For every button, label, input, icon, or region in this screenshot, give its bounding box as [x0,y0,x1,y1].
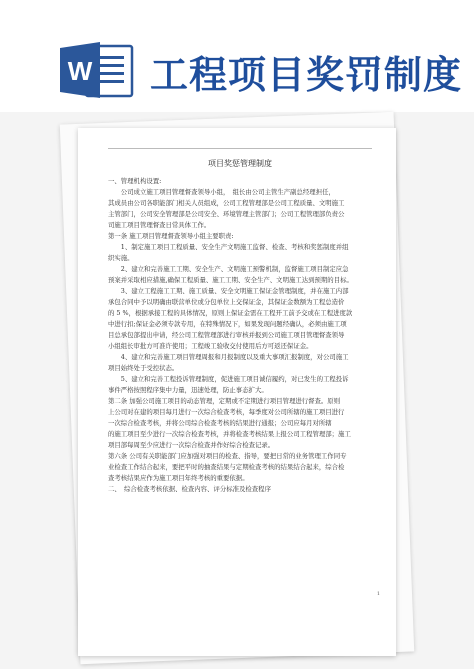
body-line: 司施工项目管理督查日常具体工作。 [108,221,211,229]
body-line: 3、建立工程施工工期、施工质量、安全文明施工保证金管理制度，并在施工内部 [108,287,349,295]
banner [0,0,474,112]
body-line: 第六条 公司有关职能部门应加强对项目的检查、指导，要把日常的业务管理工作同专 [108,452,347,460]
document-body [108,176,372,495]
body-line: 项目始终处于受控状态。 [108,364,179,372]
body-line: 织实施。 [108,254,134,262]
banner-title: 工程项目奖罚制度 [150,53,463,97]
body-line: 业检查工作结合起来，要把平时的抽查结果与定期检查考核的结果结合起来，综合检 [108,463,345,471]
body-line: 中进行扣;保证金必须专款专用，在特殊情况下，如果发现问题经确认，必须由施工项 [108,320,347,328]
body-line: 公司成立施工项目管理督查领导小组， 组长由公司主管生产副总经理担任， [108,188,335,196]
body-line: 的 5 %，根据承接工程的具体情况，原则上保证金需在工程开工前予交或在工程进度款 [108,309,353,317]
body-line: 承包合同中予以明确由联营单位或分包单位上交保证金，其保证金数额为工程总造价 [108,298,345,306]
body-line: 的施工项目至少进行一次综合检查考核，并将检查考核结果上报公司工程管理部；施工 [108,430,351,438]
body-line: 预案并采取相应措施,确保工程质量、施工工期、安全生产、文明施工达到预期的目标。 [108,276,353,284]
word-icon-letter: W [67,56,93,86]
document-title: 项目奖惩管理制度 [208,159,272,168]
body-line: 1、制定施工项目工程质量、安全生产文明施工监督、检查、考核和奖惩制度并组 [108,243,349,251]
header-rule [108,148,372,149]
body-line: 其成员由公司各职能部门相关人员组成，公司工程管理部是公司工程质量、文明施工 [108,199,345,207]
body-line: 二、 综合检查考核依据、检查内容、评分标准及检查程序 [108,485,271,493]
body-line: 4、建立和完善施工项目管理周报和月报制度以及重大事项汇报制度，对公司施工 [108,353,349,361]
word-document-icon [60,40,134,100]
body-line: 小组组长审批方可准许使用；工程竣工验收交付使用后方可返还保证金。 [108,342,313,350]
body-line: 2、建立和完善施工工期、安全生产、文明施工预警机制，监督施工项目制定应急 [108,265,349,273]
body-line: 项目部每周至少应进行一次综合检查并作好综合检查记录。 [108,441,275,449]
body-line: 上公司对在建的项目每月进行一次综合检查考核，每季度对公司所辖的施工项目进行 [108,408,345,416]
page-number: 1 [376,591,380,597]
body-line: 主管部门，公司安全管理部是公司安全、环境管理主管部门；公司工程管理部负责公 [108,210,345,218]
body-line: 事件严格按照程序集中力量，迅速处理，防止事态扩大。 [108,386,268,394]
body-line: 5、建立和完善工程投诉管理制度，促进施工项目诚信履约，对已发生的工程投诉 [108,375,349,383]
body-line: 目总承包部提出申请，经公司工程管理部进行审核并报到公司施工项目管理督查领导 [108,331,345,339]
body-line: 一次综合检查考核，并将公司综合检查考核的结果进行通报；公司应每月对所辖 [108,419,332,427]
body-line: 查考核结果应作为施工项目年终考核的重要依据。 [108,474,249,482]
body-line: 第一条 施工项目管理督查领导小组主要职责: [108,232,234,240]
body-line: 第二条 加强公司施工项目的动态管理，定期或不定期进行项目管理进行督查。原则 [108,397,341,405]
body-line: 一、管理机构设置: [108,177,162,185]
document-page[interactable] [78,128,396,656]
